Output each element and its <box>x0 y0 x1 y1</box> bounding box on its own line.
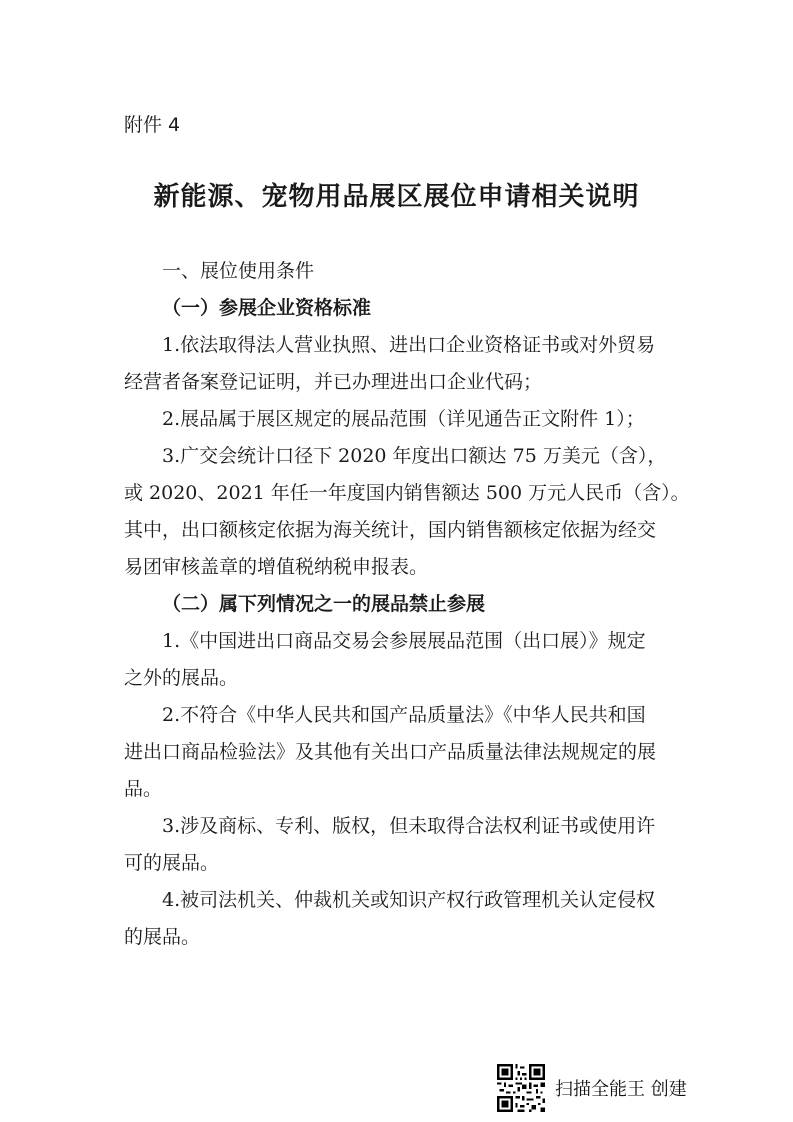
watermark-text: 扫描全能王 创建 <box>555 1079 687 1100</box>
paragraph-line: 进出口商品检验法》及其他有关出口产品质量法律法规规定的展 <box>124 741 657 763</box>
document-title: 新能源、宠物用品展区展位申请相关说明 <box>153 182 640 212</box>
paragraph-line: 易团审核盖章的增值税纳税申报表。 <box>124 556 429 578</box>
paragraph-line: 之外的展品。 <box>124 667 239 689</box>
subsection-heading: （一）参展企业资格标准 <box>162 297 372 319</box>
qr-code-icon <box>497 1064 545 1112</box>
paragraph-line: 品。 <box>124 778 163 800</box>
paragraph-line: 3.涉及商标、专利、版权，但未取得合法权利证书或使用许 <box>162 815 656 837</box>
paragraph-line: 1.依法取得法人营业执照、进出口企业资格证书或对外贸易 <box>162 334 656 356</box>
paragraph-line: 可的展品。 <box>124 852 220 874</box>
paragraph-line: 其中，出口额核定依据为海关统计，国内销售额核定依据为经交 <box>124 519 657 541</box>
paragraph-line: 3.广交会统计口径下 2020 年度出口额达 75 万美元（含）， <box>162 445 667 467</box>
paragraph-line: 经营者备案登记证明，并已办理进出口企业代码； <box>124 371 543 393</box>
paragraph-line: 2.展品属于展区规定的展品范围（详见通告正文附件 1）； <box>162 408 645 430</box>
subsection-heading: （二）属下列情况之一的展品禁止参展 <box>162 593 486 615</box>
attachment-label: 附件 4 <box>124 114 181 136</box>
paragraph-line: 1.《中国进出口商品交易会参展展品范围（出口展）》规定 <box>162 630 646 652</box>
scanner-watermark <box>497 1060 687 1116</box>
paragraph-line: 4.被司法机关、仲裁机关或知识产权行政管理机关认定侵权 <box>162 889 656 911</box>
paragraph-line: 的展品。 <box>124 926 201 948</box>
paragraph-line: 或 2020、2021 年任一年度国内销售额达 500 万元人民币（含）。 <box>124 482 690 504</box>
paragraph-line: 2.不符合《中华人民共和国产品质量法》《中华人民共和国 <box>162 704 646 726</box>
document-body <box>124 253 690 956</box>
section-heading: 一、展位使用条件 <box>162 260 315 282</box>
